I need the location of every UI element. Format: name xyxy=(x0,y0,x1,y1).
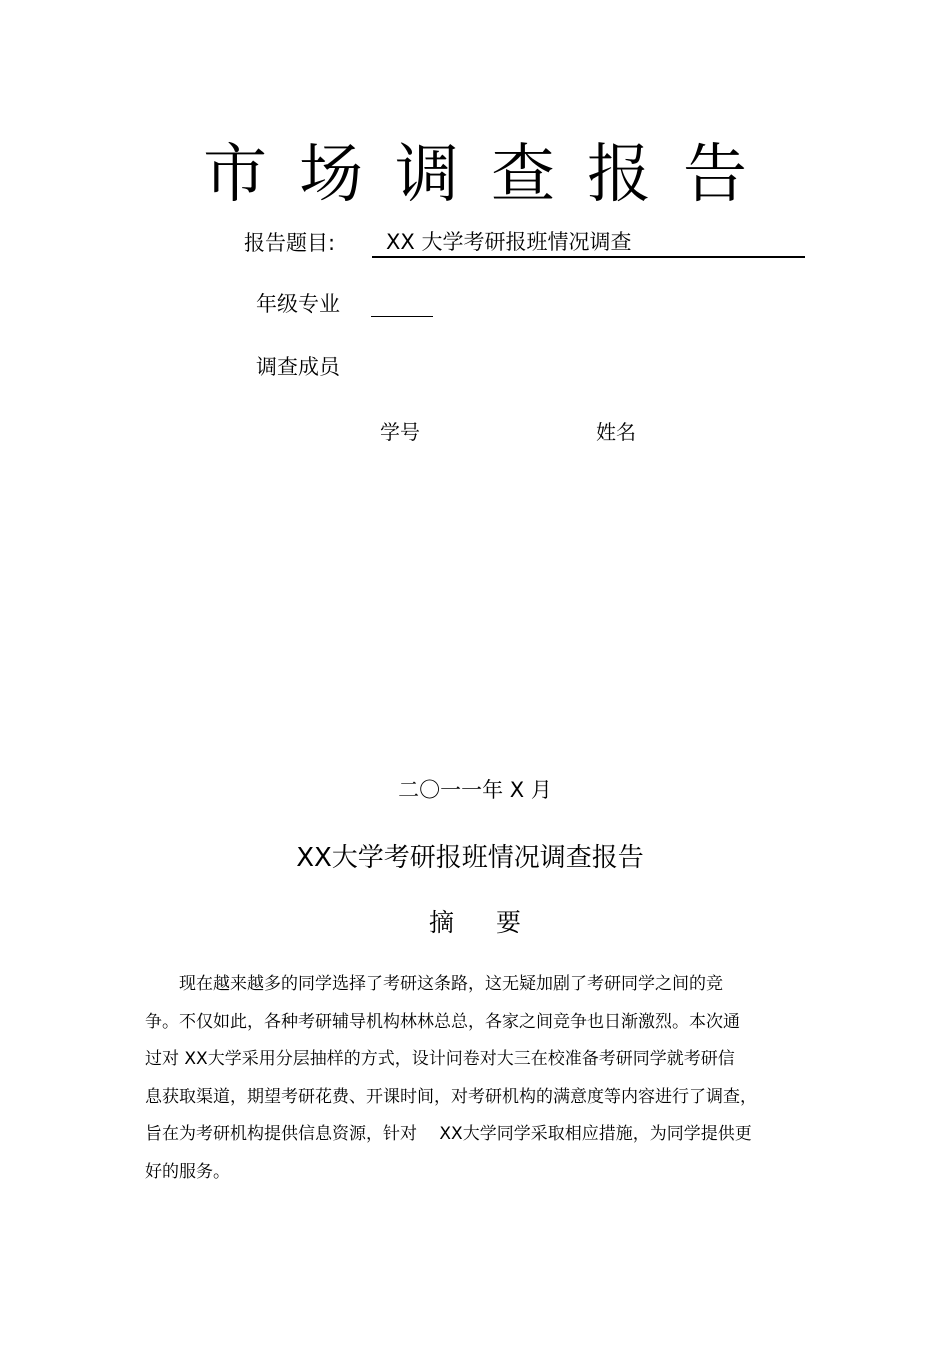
report-title: XX大学考研报班情况调查报告 xyxy=(296,843,644,873)
student-id-column-header: 学号 xyxy=(380,420,420,444)
grade-major-label: 年级专业 xyxy=(256,292,340,316)
page-title: 市场调查报告 xyxy=(203,138,779,212)
topic-label: 报告题目: xyxy=(244,231,336,255)
abstract-line: 过对 XX大学采用分层抽样的方式，设计问卷对大三在校准备考研同学就考研信 xyxy=(145,1049,735,1070)
abstract-body xyxy=(145,966,795,1192)
abstract-line: 争。不仅如此，各种考研辅导机构林林总总，各家之间竞争也日渐激烈。本次通 xyxy=(145,1011,740,1032)
name-column-header: 姓名 xyxy=(596,420,636,444)
survey-members-label: 调查成员 xyxy=(256,355,340,379)
abstract-heading: 摘要 xyxy=(428,908,563,937)
abstract-line: 现在越来越多的同学选择了考研这条路，这无疑加剧了考研同学之间的竞 xyxy=(145,974,723,994)
abstract-line: 好的服务。 xyxy=(145,1161,230,1182)
report-date: 二〇一一年 X 月 xyxy=(398,778,552,802)
abstract-line: 旨在为考研机构提供信息资源，针对 XX大学同学采取相应措施，为同学提供更 xyxy=(145,1124,752,1145)
abstract-line: 息获取渠道，期望考研花费、开课时间，对考研机构的满意度等内容进行了调查， xyxy=(145,1086,757,1107)
topic-value: XX 大学考研报班情况调查 xyxy=(372,228,805,258)
grade-major-blank-line xyxy=(371,300,433,317)
